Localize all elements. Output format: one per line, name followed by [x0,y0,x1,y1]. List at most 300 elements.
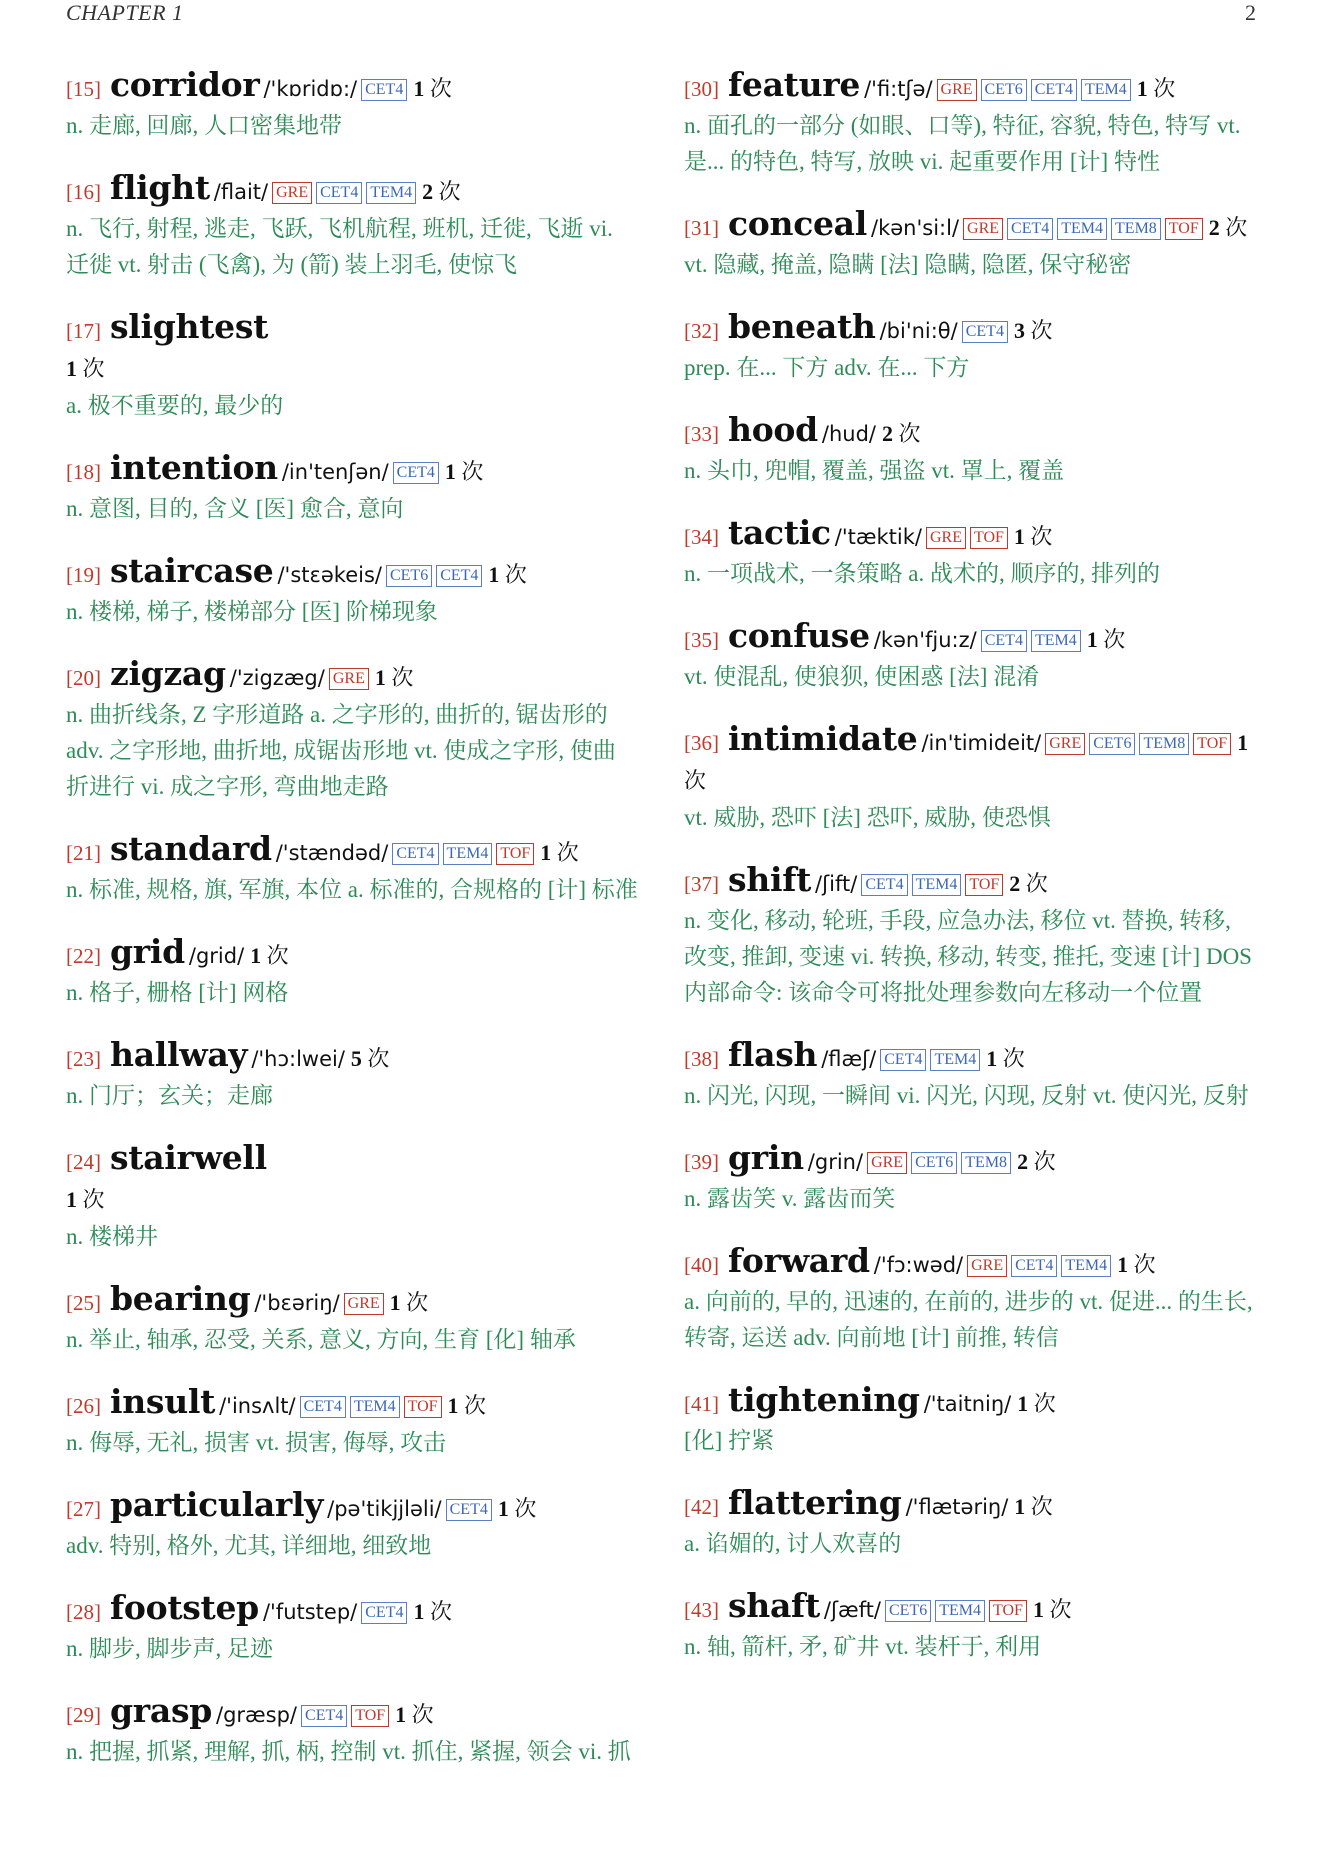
frequency-count [445,459,484,484]
entry-columns [66,66,1256,1795]
entry-headline [66,830,638,872]
vocab-entry [684,205,1256,283]
headword: particularly [110,1485,324,1524]
count-value: 2 [882,421,893,446]
exam-tag-cet4: CET4 [1031,79,1077,101]
headword: conceal [728,204,868,243]
exam-tag-tof: TOF [404,1396,442,1418]
count-unit: 次 [1133,1252,1156,1277]
exam-tag-tof: TOF [1193,733,1231,755]
frequency-count [1014,318,1053,343]
headword: intention [110,448,278,487]
phonetic: /in'timideit/ [921,731,1042,755]
headword: hallway [110,1035,248,1074]
count-value: 1 [1017,1391,1029,1416]
entry-number: [40] [684,1253,719,1277]
exam-tag-tof: TOF [351,1705,389,1727]
headword: shaft [728,1586,820,1625]
exam-tag-cet6: CET6 [386,565,432,587]
entry-number: [27] [66,1497,101,1521]
count-unit: 次 [1049,1597,1072,1622]
phonetic: /'taitniŋ/ [923,1392,1012,1416]
entry-number: [16] [66,180,101,204]
exam-tag-gre: GRE [937,79,977,101]
headword: stairwell [110,1138,267,1177]
headword: grin [728,1138,804,1177]
definition: a. 向前的, 早的, 迅速的, 在前的, 进步的 vt. 促进... 的生长, 转寄, 运送 adv. 向前地 [计] 前推, 转信 [684,1289,1253,1350]
frequency-count [390,1290,429,1315]
definition: a. 谄媚的, 讨人欢喜的 [684,1531,902,1556]
entry-number: [43] [684,1598,719,1622]
phonetic: /pə'tikjjləli/ [327,1497,442,1521]
phonetic: /'hɔ:lwei/ [251,1047,345,1071]
phonetic: /kən'fju:z/ [873,628,977,652]
entry-number: [25] [66,1291,101,1315]
phonetic: /'flætəriŋ/ [905,1495,1009,1519]
exam-tag-tem4: TEM4 [443,843,493,865]
count-unit: 次 [461,459,484,484]
phonetic: /bi'ni:θ/ [879,319,958,343]
count-unit: 次 [429,76,452,101]
count-unit: 次 [82,356,105,381]
vocab-entry [684,411,1256,489]
entry-headline [66,1486,638,1528]
exam-tag-cet4: CET4 [300,1396,346,1418]
entry-headline [684,205,1256,247]
vocab-entry [684,861,1256,1011]
count-value: 1 [986,1046,998,1071]
vocab-entry [684,1381,1256,1459]
entry-headline [684,617,1256,659]
count-value: 1 [413,76,425,101]
phonetic: /'zigzæg/ [229,666,325,690]
definition: vt. 隐藏, 掩盖, 隐瞒 [法] 隐瞒, 隐匿, 保守秘密 [684,252,1132,277]
count-value: 2 [1009,871,1021,896]
count-unit: 次 [504,562,527,587]
count-unit: 次 [898,421,921,446]
vocab-entry [66,552,638,630]
definition: n. 侮辱, 无礼, 损害 vt. 损害, 侮辱, 攻击 [66,1430,447,1455]
frequency-count [1117,1252,1156,1277]
count-value: 1 [374,665,386,690]
entry-number: [28] [66,1600,101,1624]
count-value: 5 [350,1046,362,1071]
headword: hood [728,410,818,449]
count-unit: 次 [367,1046,390,1071]
entry-headline [684,1484,1256,1526]
definition: n. 轴, 箭杆, 矛, 矿井 vt. 装杆于, 利用 [684,1634,1042,1659]
exam-tag-tem4: TEM4 [1081,79,1131,101]
entry-headline [66,66,638,108]
vocab-entry [684,308,1256,386]
frequency-count [250,943,289,968]
left-column [66,66,638,1795]
phonetic: /ʃæft/ [823,1598,881,1622]
phonetic: /græsp/ [216,1703,298,1727]
count-unit: 次 [556,840,579,865]
entry-headline [684,720,1256,800]
headword: shift [728,860,812,899]
entry-number: [35] [684,628,719,652]
exam-tag-cet4: CET4 [880,1049,926,1071]
frequency-count [375,665,414,690]
definition: n. 闪光, 闪现, 一瞬间 vi. 闪光, 闪现, 反射 vt. 使闪光, 反射 [684,1083,1249,1108]
vocab-entry [66,169,638,283]
vocab-entry [66,1692,638,1770]
frequency-count [66,1187,105,1212]
entry-number: [21] [66,841,101,865]
count-value: 1 [413,1599,425,1624]
entry-number: [38] [684,1047,719,1071]
count-unit: 次 [1103,627,1126,652]
exam-tag-tem4: TEM4 [930,1049,980,1071]
exam-tag-cet4: CET4 [301,1705,347,1727]
count-value: 1 [66,1187,77,1212]
count-unit: 次 [684,768,707,793]
entry-number: [18] [66,460,101,484]
entry-number: [26] [66,1394,101,1418]
vocab-entry [684,1139,1256,1217]
frequency-count [413,76,452,101]
page-number: 2 [1245,0,1256,25]
definition: n. 楼梯, 梯子, 楼梯部分 [医] 阶梯现象 [66,599,438,624]
phonetic: /'bɛəriŋ/ [254,1291,340,1315]
definition: n. 头巾, 兜帽, 覆盖, 强盗 vt. 罩上, 覆盖 [684,458,1065,483]
frequency-count [448,1393,487,1418]
entry-headline [684,861,1256,903]
count-unit: 次 [391,665,414,690]
exam-tag-tem4: TEM4 [912,874,962,896]
vocab-entry [66,1139,638,1255]
count-value: 1 [1013,524,1025,549]
entry-headline [66,1692,638,1734]
phonetic: /'fɔ:wəd/ [873,1253,964,1277]
count-value: 1 [250,943,262,968]
exam-tag-gre: GRE [963,218,1003,240]
frequency-count [1017,1149,1056,1174]
definition: adv. 特别, 格外, 尤其, 详细地, 细致地 [66,1533,432,1558]
entry-headline [684,1139,1256,1181]
entry-headline [684,308,1256,350]
headword: corridor [110,65,260,104]
count-unit: 次 [1002,1046,1025,1071]
count-value: 1 [1117,1252,1129,1277]
headword: zigzag [110,654,226,693]
entry-headline [684,66,1256,108]
entry-headline [684,1381,1256,1423]
frequency-count [540,840,579,865]
vocab-entry [66,1280,638,1358]
entry-headline [66,449,638,491]
exam-tag-cet4: CET4 [1007,218,1053,240]
definition: vt. 威胁, 恐吓 [法] 恐吓, 威胁, 使恐惧 [684,805,1051,830]
vocab-entry [684,617,1256,695]
definition: n. 门厅；玄关；走廊 [66,1083,273,1108]
frequency-count [1014,524,1053,549]
count-unit: 次 [514,1496,537,1521]
frequency-count [422,179,461,204]
exam-tag-gre: GRE [1045,733,1085,755]
definition: a. 极不重要的, 最少的 [66,393,284,418]
count-unit: 次 [438,179,461,204]
entry-number: [17] [66,319,101,343]
count-unit: 次 [1025,871,1048,896]
count-value: 1 [488,562,500,587]
vocab-entry [66,1383,638,1461]
headword: standard [110,829,272,868]
definition: n. 举止, 轴承, 忍受, 关系, 意义, 方向, 生育 [化] 轴承 [66,1327,576,1352]
entry-headline [684,514,1256,556]
count-value: 3 [1013,318,1025,343]
frequency-count [488,562,527,587]
frequency-count [413,1599,452,1624]
exam-tag-cet4: CET4 [962,321,1008,343]
headword: flash [728,1035,818,1074]
definition: vt. 使混乱, 使狼狈, 使困惑 [法] 混淆 [684,664,1040,689]
entry-number: [39] [684,1150,719,1174]
definition: n. 意图, 目的, 含义 [医] 愈合, 意向 [66,496,404,521]
definition: prep. 在... 下方 adv. 在... 下方 [684,355,970,380]
count-unit: 次 [1030,318,1053,343]
frequency-count [1033,1597,1072,1622]
definition: n. 标准, 规格, 旗, 军旗, 本位 a. 标准的, 合规格的 [计] 标准 [66,877,638,902]
exam-tag-cet6: CET6 [1089,733,1135,755]
exam-tag-tem4: TEM4 [366,182,416,204]
count-unit: 次 [266,943,289,968]
entry-number: [32] [684,319,719,343]
definition: n. 楼梯井 [66,1224,158,1249]
exam-tag-cet4: CET4 [981,630,1027,652]
count-unit: 次 [411,1702,434,1727]
definition: [化] 拧紧 [684,1428,775,1453]
frequency-count [1014,1494,1053,1519]
phonetic: /'stændəd/ [275,841,389,865]
exam-tag-cet4: CET4 [861,874,907,896]
definition: n. 面孔的一部分 (如眼、口等), 特征, 容貌, 特色, 特写 vt. 是... 的特色, 特写, 放映 vi. 起重要作用 [计] 特性 [684,113,1241,174]
entry-number: [34] [684,525,719,549]
vocab-entry [66,655,638,805]
definition: n. 脚步, 脚步声, 足迹 [66,1636,273,1661]
vocab-entry [684,720,1256,836]
right-column [684,66,1256,1795]
headword: beneath [728,307,876,346]
exam-tag-tem4: TEM4 [1057,218,1107,240]
vocab-entry [66,449,638,527]
exam-tag-tof: TOF [496,843,534,865]
count-value: 2 [1017,1149,1029,1174]
headword: feature [728,65,861,104]
count-value: 1 [1086,627,1098,652]
vocab-entry [66,1589,638,1667]
exam-tag-tem4: TEM4 [350,1396,400,1418]
entry-number: [31] [684,216,719,240]
count-unit: 次 [1030,524,1053,549]
exam-tag-tof: TOF [1165,218,1203,240]
exam-tag-gre: GRE [344,1293,384,1315]
entry-number: [41] [684,1392,719,1416]
phonetic: /'stɛəkeis/ [277,563,382,587]
entry-headline [66,1036,638,1078]
exam-tag-gre: GRE [272,182,312,204]
headword: slightest [110,307,269,346]
count-unit: 次 [82,1187,105,1212]
headword: tightening [728,1380,920,1419]
frequency-count [986,1046,1025,1071]
headword: flight [110,168,210,207]
definition: n. 变化, 移动, 轮班, 手段, 应急办法, 移位 vt. 替换, 转移, 改变, 推卸, 变速 vi. 转换, 移动, 转变, 推托, 变速 [计] DOS 内部命令: 该命令可将批处理参数向左移动一个位置 [684,908,1252,1005]
entry-number: [20] [66,666,101,690]
exam-tag-cet4: CET4 [446,1499,492,1521]
entry-headline [66,169,638,211]
headword: tactic [728,513,831,552]
phonetic: /hud/ [821,422,876,446]
exam-tag-tof: TOF [970,527,1008,549]
exam-tag-gre: GRE [926,527,966,549]
phonetic: /'tæktik/ [834,525,922,549]
entry-headline [66,933,638,975]
definition: n. 一项战术, 一条策略 a. 战术的, 顺序的, 排列的 [684,561,1160,586]
entry-number: [42] [684,1495,719,1519]
headword: confuse [728,616,870,655]
count-value: 1 [1032,1597,1044,1622]
headword: forward [728,1241,870,1280]
headword: grasp [110,1691,212,1730]
chapter-title: CHAPTER 1 [66,0,184,25]
phonetic: /grin/ [807,1150,864,1174]
vocab-entry [66,830,638,908]
entry-headline [66,1383,638,1425]
count-unit: 次 [1033,1391,1056,1416]
vocab-entry [684,66,1256,180]
vocab-entry [66,308,638,424]
phonetic: /kən'si:l/ [871,216,960,240]
entry-number: [23] [66,1047,101,1071]
entry-headline [66,1589,638,1631]
exam-tag-gre: GRE [967,1255,1007,1277]
definition: n. 曲折线条, Z 字形道路 a. 之字形的, 曲折的, 锯齿形的 adv. 之字形地, 曲折地, 成锯齿形地 vt. 使成之字形, 使曲折进行 vi. 成之字形, 弯曲地走路 [66,702,616,799]
exam-tag-cet4: CET4 [361,79,407,101]
exam-tag-gre: GRE [329,668,369,690]
entry-number: [30] [684,77,719,101]
phonetic: /'insʌlt/ [219,1394,296,1418]
exam-tag-cet4: CET4 [1011,1255,1057,1277]
entry-number: [24] [66,1150,101,1174]
exam-tag-cet4: CET4 [436,565,482,587]
count-value: 1 [389,1290,401,1315]
phonetic: /'futstep/ [262,1600,358,1624]
headword: bearing [110,1279,251,1318]
frequency-count [1209,215,1248,240]
exam-tag-cet4: CET4 [361,1602,407,1624]
entry-number: [15] [66,77,101,101]
exam-tag-cet4: CET4 [393,462,439,484]
exam-tag-cet4: CET4 [316,182,362,204]
count-unit: 次 [464,1393,487,1418]
definition: n. 飞行, 射程, 逃走, 飞跃, 飞机航程, 班机, 迁徙, 飞逝 vi. 迁徙 vt. 射击 (飞禽), 为 (箭) 装上羽毛, 使惊飞 [66,216,613,277]
entry-number: [19] [66,563,101,587]
entry-headline [66,1139,638,1219]
entry-number: [33] [684,422,719,446]
frequency-count [66,356,105,381]
frequency-count [882,421,921,446]
count-value: 1 [540,840,552,865]
frequency-count [395,1702,434,1727]
count-value: 1 [395,1702,407,1727]
vocab-entry [684,1036,1256,1114]
count-unit: 次 [1225,215,1248,240]
frequency-count [1087,627,1126,652]
entry-headline [684,411,1256,453]
count-unit: 次 [429,1599,452,1624]
count-value: 1 [1237,730,1249,755]
count-value: 1 [444,459,456,484]
entry-headline [684,1587,1256,1629]
vocab-entry [684,1587,1256,1665]
frequency-count [1009,871,1048,896]
phonetic: /'kɒridɒ:/ [263,77,358,101]
headword: grid [110,932,185,971]
vocab-entry [66,1486,638,1564]
definition: n. 格子, 栅格 [计] 网格 [66,980,289,1005]
count-value: 1 [447,1393,459,1418]
entry-headline [684,1036,1256,1078]
frequency-count [351,1046,390,1071]
count-unit: 次 [1030,1494,1053,1519]
running-head [66,0,1256,28]
frequency-count [1137,76,1176,101]
definition: n. 把握, 抓紧, 理解, 抓, 柄, 控制 vt. 抓住, 紧握, 领会 vi. 抓 [66,1739,631,1764]
entry-headline [684,1242,1256,1284]
count-unit: 次 [1153,76,1176,101]
vocab-entry [66,933,638,1011]
frequency-count [1017,1391,1056,1416]
headword: intimidate [728,719,918,758]
exam-tag-tem4: TEM4 [935,1600,985,1622]
vocab-entry [684,1242,1256,1356]
count-value: 2 [422,179,434,204]
exam-tag-tem8: TEM8 [961,1152,1011,1174]
exam-tag-tem4: TEM4 [1061,1255,1111,1277]
entry-number: [22] [66,944,101,968]
vocab-entry [684,1484,1256,1562]
entry-number: [36] [684,731,719,755]
count-value: 1 [1014,1494,1026,1519]
entry-headline [66,308,638,388]
phonetic: /in'tenʃən/ [281,460,389,484]
vocab-entry [684,514,1256,592]
frequency-count [498,1496,537,1521]
exam-tag-gre: GRE [867,1152,907,1174]
count-value: 1 [497,1496,509,1521]
vocab-entry [66,66,638,144]
exam-tag-tem8: TEM8 [1139,733,1189,755]
entry-headline [66,655,638,697]
exam-tag-cet4: CET4 [392,843,438,865]
phonetic: /grid/ [188,944,245,968]
phonetic: /flæʃ/ [821,1047,877,1071]
count-unit: 次 [1033,1149,1056,1174]
exam-tag-tof: TOF [965,874,1003,896]
headword: flattering [728,1483,902,1522]
phonetic: /'fi:tʃə/ [864,77,933,101]
exam-tag-cet6: CET6 [885,1600,931,1622]
exam-tag-tem4: TEM4 [1031,630,1081,652]
count-value: 1 [66,356,77,381]
count-value: 1 [1136,76,1148,101]
headword: staircase [110,551,274,590]
exam-tag-tem8: TEM8 [1111,218,1161,240]
definition: n. 走廊, 回廊, 人口密集地带 [66,113,342,138]
